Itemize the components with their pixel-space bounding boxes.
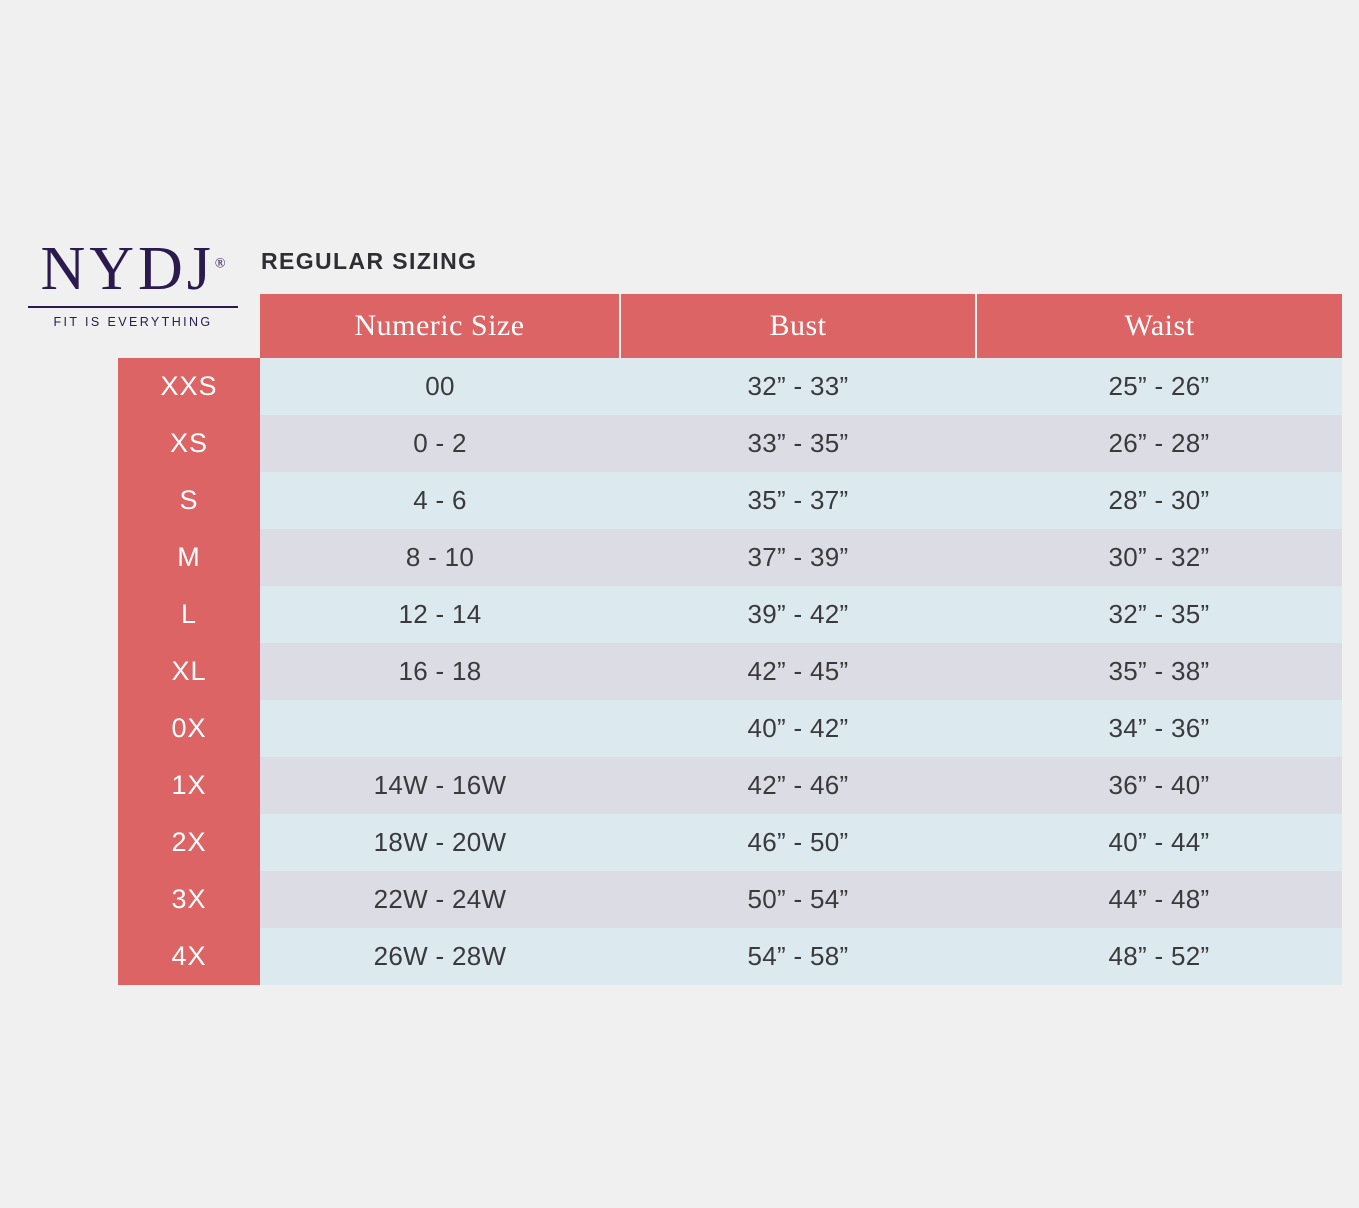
header-row [118, 294, 1342, 358]
cell-bust: 50” - 54” [620, 871, 976, 928]
table-row [118, 643, 1342, 700]
sizing-table [118, 294, 1342, 985]
cell-numeric: 22W - 24W [260, 871, 620, 928]
cell-numeric: 12 - 14 [260, 586, 620, 643]
table-body [118, 358, 1342, 985]
cell-waist: 32” - 35” [976, 586, 1342, 643]
cell-bust: 42” - 45” [620, 643, 976, 700]
table-row [118, 928, 1342, 985]
cell-waist: 25” - 26” [976, 358, 1342, 415]
cell-bust: 39” - 42” [620, 586, 976, 643]
table-header [118, 294, 1342, 358]
header-cell-numeric-size: Numeric Size [260, 294, 620, 358]
cell-size-label: XS [118, 415, 260, 472]
cell-size-label: XL [118, 643, 260, 700]
brand-tagline: FIT IS EVERYTHING [53, 315, 213, 329]
cell-waist: 35” - 38” [976, 643, 1342, 700]
header-cell-bust: Bust [620, 294, 976, 358]
cell-size-label: S [118, 472, 260, 529]
cell-numeric: 14W - 16W [260, 757, 620, 814]
cell-waist: 48” - 52” [976, 928, 1342, 985]
cell-waist: 30” - 32” [976, 529, 1342, 586]
cell-bust: 54” - 58” [620, 928, 976, 985]
cell-bust: 42” - 46” [620, 757, 976, 814]
cell-bust: 35” - 37” [620, 472, 976, 529]
registered-mark-icon: ® [214, 256, 226, 272]
cell-numeric: 8 - 10 [260, 529, 620, 586]
cell-numeric: 4 - 6 [260, 472, 620, 529]
header-cell-waist: Waist [976, 294, 1342, 358]
cell-numeric [260, 700, 620, 757]
brand-wordmark [40, 235, 226, 303]
cell-numeric: 00 [260, 358, 620, 415]
cell-waist: 26” - 28” [976, 415, 1342, 472]
cell-size-label: L [118, 586, 260, 643]
table-row [118, 700, 1342, 757]
table-row [118, 358, 1342, 415]
cell-waist: 28” - 30” [976, 472, 1342, 529]
table-row [118, 415, 1342, 472]
cell-bust: 32” - 33” [620, 358, 976, 415]
page-title: REGULAR SIZING [261, 248, 478, 274]
cell-waist: 36” - 40” [976, 757, 1342, 814]
cell-waist: 44” - 48” [976, 871, 1342, 928]
cell-size-label: 1X [118, 757, 260, 814]
cell-size-label: 4X [118, 928, 260, 985]
table-row [118, 871, 1342, 928]
table-row [118, 529, 1342, 586]
table-row [118, 472, 1342, 529]
header-cell-blank [118, 294, 260, 358]
cell-size-label: 0X [118, 700, 260, 757]
table-row [118, 757, 1342, 814]
cell-numeric: 16 - 18 [260, 643, 620, 700]
cell-size-label: M [118, 529, 260, 586]
sizing-table-container [118, 294, 1342, 985]
cell-numeric: 26W - 28W [260, 928, 620, 985]
cell-bust: 37” - 39” [620, 529, 976, 586]
table-row [118, 586, 1342, 643]
cell-size-label: XXS [118, 358, 260, 415]
cell-waist: 40” - 44” [976, 814, 1342, 871]
cell-bust: 46” - 50” [620, 814, 976, 871]
cell-size-label: 3X [118, 871, 260, 928]
cell-numeric: 0 - 2 [260, 415, 620, 472]
cell-bust: 33” - 35” [620, 415, 976, 472]
cell-numeric: 18W - 20W [260, 814, 620, 871]
cell-size-label: 2X [118, 814, 260, 871]
table-row [118, 814, 1342, 871]
brand-name: NYDJ [40, 235, 215, 303]
cell-bust: 40” - 42” [620, 700, 976, 757]
cell-waist: 34” - 36” [976, 700, 1342, 757]
